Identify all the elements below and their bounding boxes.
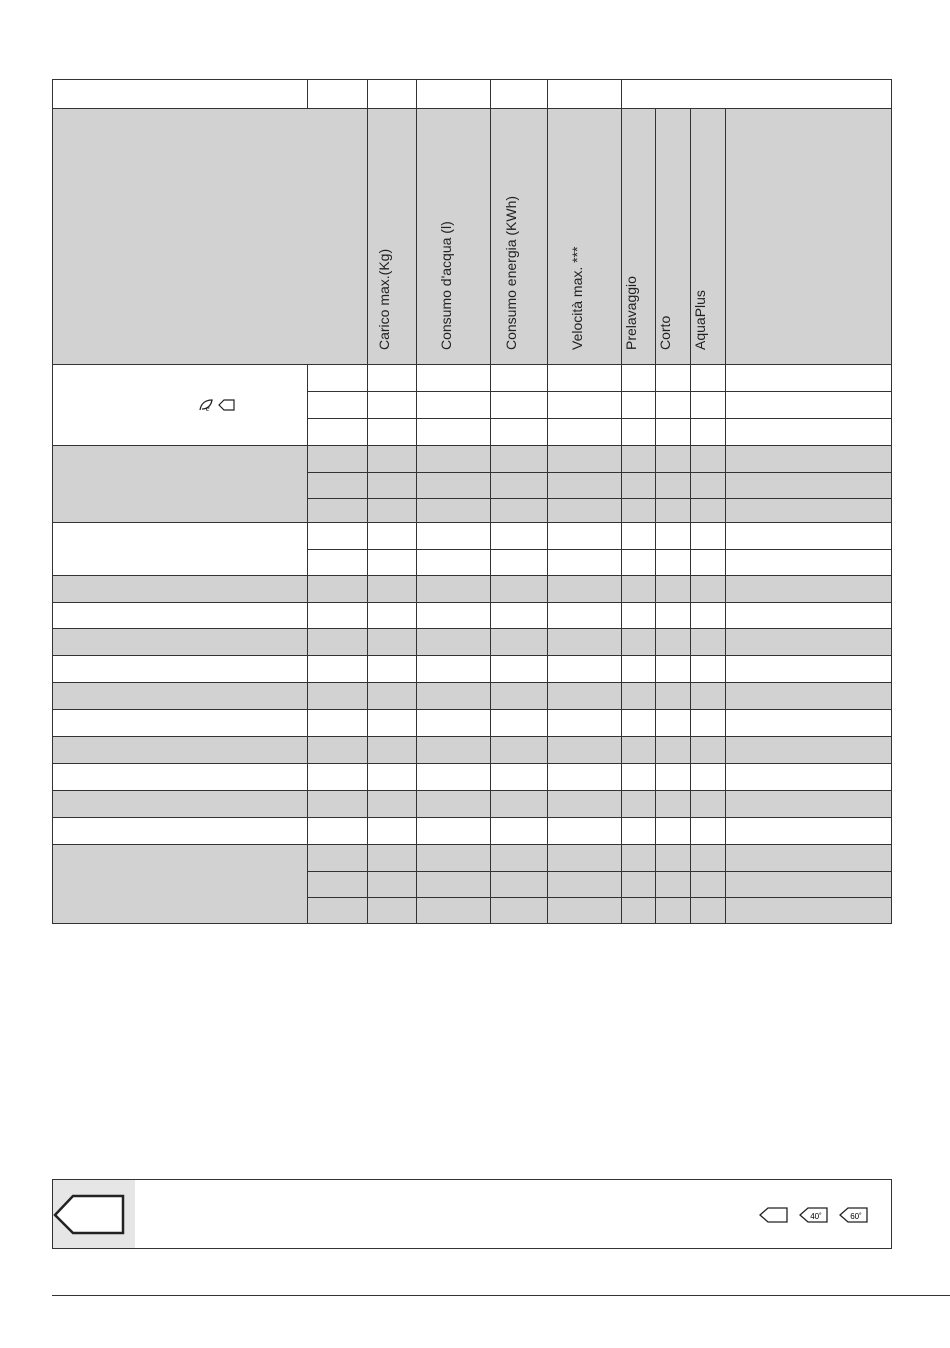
table-cell	[367, 391, 416, 418]
table-cell	[490, 364, 547, 391]
table-cell	[416, 763, 490, 790]
table-cell	[367, 655, 416, 682]
programme-table	[52, 79, 892, 924]
table-cell	[416, 391, 490, 418]
table-cell	[307, 790, 367, 817]
table-cell	[367, 364, 416, 391]
table-cell	[307, 871, 367, 897]
table-cell	[655, 655, 690, 682]
table-cell	[725, 763, 892, 790]
table-cell	[725, 628, 892, 655]
table-cell	[690, 871, 725, 897]
table-cell	[621, 897, 655, 924]
header-cell	[725, 108, 892, 364]
table-cell	[307, 736, 367, 763]
table-cell	[490, 817, 547, 844]
programme-name-cell	[52, 817, 307, 844]
table-cell	[307, 391, 367, 418]
table-cell	[621, 549, 655, 575]
table-cell	[416, 472, 490, 498]
table-cell	[547, 472, 621, 498]
table-cell	[416, 498, 490, 522]
table-cell	[490, 709, 547, 736]
table-cell	[307, 709, 367, 736]
table-cell	[655, 498, 690, 522]
table-cell	[367, 418, 416, 445]
table-cell	[490, 549, 547, 575]
table-cell	[547, 549, 621, 575]
programme-name-cell	[52, 628, 307, 655]
table-cell	[690, 736, 725, 763]
table-cell	[416, 790, 490, 817]
table-cell	[621, 817, 655, 844]
header-corto: Corto	[657, 315, 673, 350]
tag-icon	[759, 1206, 789, 1224]
header-cell	[490, 108, 547, 364]
table-cell	[307, 897, 367, 924]
table-cell	[621, 445, 655, 472]
table-cell	[307, 522, 367, 549]
programme-name-cell	[52, 522, 307, 575]
table-cell	[490, 522, 547, 549]
table-cell	[621, 628, 655, 655]
table-cell	[621, 418, 655, 445]
table-cell	[367, 897, 416, 924]
programme-name-cell	[52, 602, 307, 628]
table-cell	[367, 871, 416, 897]
table-cell	[690, 790, 725, 817]
table-cell	[725, 655, 892, 682]
table-cell	[690, 445, 725, 472]
programme-name-cell	[52, 655, 307, 682]
table-cell	[655, 763, 690, 790]
table-cell	[307, 418, 367, 445]
table-cell	[416, 549, 490, 575]
table-cell	[416, 682, 490, 709]
table-cell	[655, 790, 690, 817]
eco-leaf-icon	[198, 398, 214, 412]
table-cell	[621, 391, 655, 418]
programme-name-cell	[52, 763, 307, 790]
table-cell	[690, 655, 725, 682]
top-row-cell	[547, 79, 621, 108]
table-cell	[490, 897, 547, 924]
table-cell	[547, 445, 621, 472]
table-cell	[621, 472, 655, 498]
tag-40-icon	[799, 1206, 829, 1224]
tag-60-icon	[839, 1206, 869, 1224]
table-cell	[490, 682, 547, 709]
table-cell	[655, 391, 690, 418]
table-cell	[690, 844, 725, 871]
table-cell	[655, 602, 690, 628]
table-cell	[367, 736, 416, 763]
table-cell	[547, 364, 621, 391]
table-cell	[725, 498, 892, 522]
table-cell	[725, 391, 892, 418]
note-box	[52, 1179, 892, 1249]
table-cell	[690, 364, 725, 391]
top-row-cell	[416, 79, 490, 108]
table-cell	[621, 364, 655, 391]
table-cell	[367, 817, 416, 844]
table-cell	[725, 445, 892, 472]
table-cell	[621, 602, 655, 628]
table-cell	[307, 364, 367, 391]
table-cell	[416, 709, 490, 736]
table-cell	[490, 655, 547, 682]
table-border-right	[891, 79, 892, 924]
table-cell	[690, 498, 725, 522]
table-cell	[307, 445, 367, 472]
table-cell	[655, 709, 690, 736]
table-cell	[490, 498, 547, 522]
table-cell	[416, 445, 490, 472]
svg-text:e: e	[206, 404, 210, 412]
table-cell	[655, 472, 690, 498]
table-cell	[547, 763, 621, 790]
table-cell	[655, 897, 690, 924]
table-cell	[621, 763, 655, 790]
table-cell	[547, 498, 621, 522]
table-cell	[367, 682, 416, 709]
table-cell	[655, 522, 690, 549]
table-cell	[490, 391, 547, 418]
table-cell	[547, 628, 621, 655]
programme-name-cell	[52, 790, 307, 817]
table-cell	[307, 682, 367, 709]
table-cell	[416, 844, 490, 871]
table-cell	[690, 682, 725, 709]
table-cell	[547, 790, 621, 817]
table-cell	[416, 817, 490, 844]
table-cell	[690, 575, 725, 602]
table-cell	[367, 472, 416, 498]
table-cell	[690, 602, 725, 628]
table-cell	[367, 522, 416, 549]
table-cell	[307, 655, 367, 682]
table-cell	[307, 628, 367, 655]
table-cell	[725, 549, 892, 575]
table-cell	[367, 790, 416, 817]
table-cell	[621, 790, 655, 817]
table-cell	[690, 817, 725, 844]
header-cell	[655, 108, 690, 364]
table-cell	[690, 709, 725, 736]
top-row-cell	[307, 79, 367, 108]
table-cell	[547, 897, 621, 924]
table-cell	[490, 445, 547, 472]
table-cell	[547, 575, 621, 602]
table-cell	[690, 391, 725, 418]
table-cell	[490, 763, 547, 790]
table-cell	[655, 575, 690, 602]
table-cell	[416, 602, 490, 628]
eco-icons	[198, 398, 236, 412]
programme-name-cell	[52, 709, 307, 736]
table-cell	[690, 763, 725, 790]
tag-40-label: 40˚	[810, 1212, 822, 1221]
table-cell	[547, 709, 621, 736]
programme-name-cell	[52, 736, 307, 763]
table-cell	[547, 655, 621, 682]
header-programme-cell	[52, 108, 367, 364]
table-cell	[416, 655, 490, 682]
table-cell	[725, 790, 892, 817]
programme-name-cell	[52, 575, 307, 602]
table-cell	[621, 655, 655, 682]
footer-rule	[52, 1295, 950, 1296]
header-cell	[547, 108, 621, 364]
table-cell	[655, 445, 690, 472]
table-cell	[490, 472, 547, 498]
table-cell	[307, 472, 367, 498]
table-border-bottom	[52, 923, 892, 924]
table-cell	[725, 602, 892, 628]
table-cell	[547, 844, 621, 871]
table-cell	[367, 575, 416, 602]
table-cell	[490, 418, 547, 445]
table-cell	[416, 418, 490, 445]
table-cell	[655, 844, 690, 871]
table-cell	[621, 575, 655, 602]
table-cell	[547, 871, 621, 897]
table-cell	[416, 897, 490, 924]
table-cell	[367, 628, 416, 655]
table-cell	[307, 602, 367, 628]
table-cell	[367, 498, 416, 522]
table-cell	[621, 736, 655, 763]
note-icon-panel	[53, 1180, 135, 1248]
top-row-cell	[367, 79, 416, 108]
table-cell	[490, 790, 547, 817]
table-cell	[725, 844, 892, 871]
table-cell	[725, 817, 892, 844]
table-cell	[655, 817, 690, 844]
table-cell	[621, 844, 655, 871]
table-cell	[655, 628, 690, 655]
table-cell	[307, 817, 367, 844]
table-cell	[416, 575, 490, 602]
table-cell	[307, 763, 367, 790]
table-cell	[490, 628, 547, 655]
table-cell	[725, 682, 892, 709]
table-cell	[690, 418, 725, 445]
top-row-cell	[490, 79, 547, 108]
table-cell	[725, 736, 892, 763]
table-cell	[367, 844, 416, 871]
table-cell	[547, 391, 621, 418]
programme-name-cell	[52, 844, 307, 924]
programme-name-cell	[52, 445, 307, 522]
table-cell	[621, 498, 655, 522]
table-cell	[547, 736, 621, 763]
table-cell	[690, 628, 725, 655]
header-carico: Carico max.(Kg)	[376, 248, 392, 350]
header-acqua: Consumo d'acqua (l)	[437, 221, 454, 350]
table-cell	[307, 575, 367, 602]
table-cell	[490, 575, 547, 602]
table-cell	[367, 763, 416, 790]
header-velocita: Velocità max. ***	[568, 246, 585, 350]
table-cell	[547, 418, 621, 445]
table-cell	[490, 736, 547, 763]
table-cell	[725, 897, 892, 924]
table-cell	[307, 549, 367, 575]
header-prelavaggio: Prelavaggio	[622, 276, 639, 350]
table-cell	[416, 628, 490, 655]
table-cell	[725, 871, 892, 897]
table-cell	[490, 844, 547, 871]
table-cell	[367, 445, 416, 472]
tag-outline-icon	[218, 399, 236, 411]
table-cell	[655, 549, 690, 575]
large-tag-icon	[53, 1180, 135, 1250]
table-cell	[725, 472, 892, 498]
top-row-cell	[52, 79, 307, 108]
table-cell	[655, 736, 690, 763]
tag-60-label: 60˚	[850, 1212, 862, 1221]
table-cell	[621, 682, 655, 709]
programme-name-cell	[52, 682, 307, 709]
table-cell	[307, 498, 367, 522]
table-cell	[416, 522, 490, 549]
table-cell	[547, 817, 621, 844]
table-cell	[725, 575, 892, 602]
table-cell	[547, 602, 621, 628]
temperature-tags	[759, 1206, 869, 1224]
table-cell	[547, 682, 621, 709]
top-row-options-cell	[621, 79, 892, 108]
table-cell	[547, 522, 621, 549]
table-cell	[655, 364, 690, 391]
table-cell	[490, 602, 547, 628]
table-cell	[690, 472, 725, 498]
table-cell	[725, 522, 892, 549]
header-cell	[621, 108, 655, 364]
table-cell	[367, 602, 416, 628]
table-cell	[416, 736, 490, 763]
header-energia: Consumo energia (KWh)	[503, 195, 519, 350]
header-cell	[367, 108, 416, 364]
table-cell	[307, 844, 367, 871]
table-cell	[725, 418, 892, 445]
table-cell	[725, 709, 892, 736]
table-cell	[690, 549, 725, 575]
table-cell	[416, 871, 490, 897]
table-cell	[690, 897, 725, 924]
header-cell	[690, 108, 725, 364]
programme-name-cell	[52, 364, 307, 445]
table-cell	[690, 522, 725, 549]
header-aquaplus: AquaPlus	[692, 290, 708, 350]
table-cell	[490, 871, 547, 897]
table-cell	[655, 418, 690, 445]
header-cell	[416, 108, 490, 364]
table-cell	[416, 364, 490, 391]
table-cell	[621, 709, 655, 736]
table-cell	[367, 549, 416, 575]
table-cell	[725, 364, 892, 391]
table-cell	[655, 682, 690, 709]
table-cell	[655, 871, 690, 897]
table-cell	[621, 871, 655, 897]
table-cell	[367, 709, 416, 736]
table-cell	[621, 522, 655, 549]
